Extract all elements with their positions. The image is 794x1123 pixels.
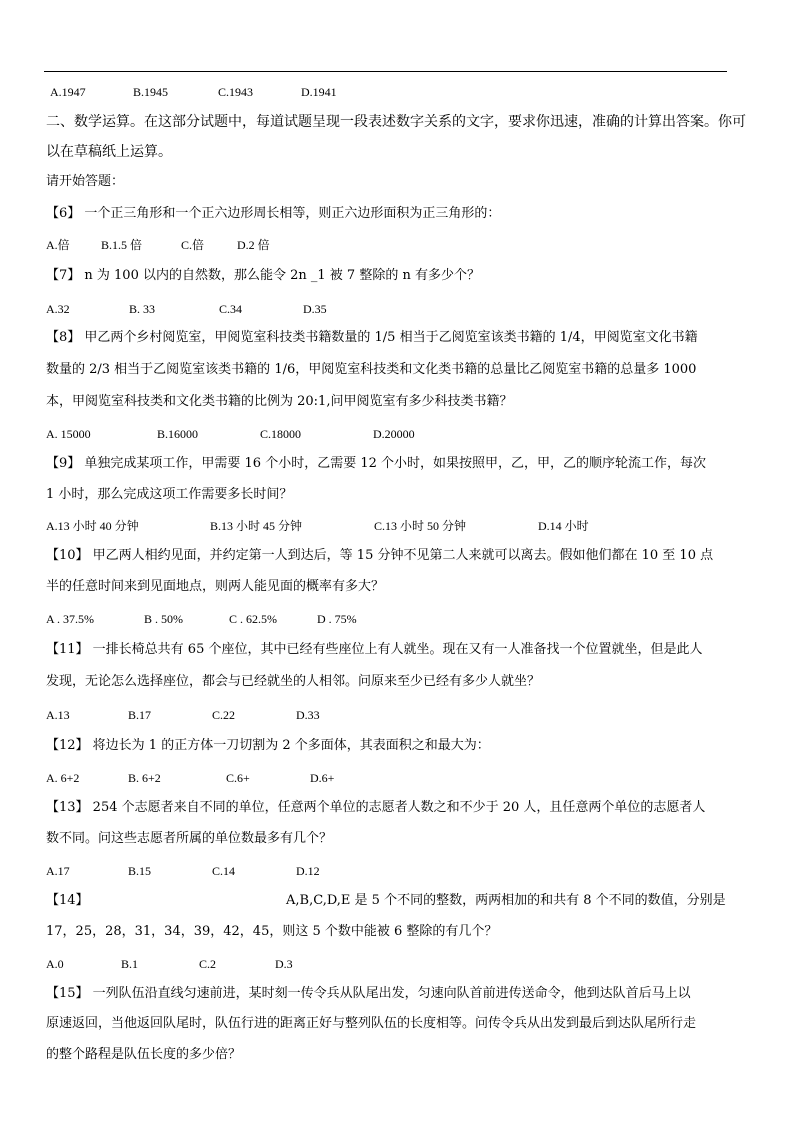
section-intro-line1: 二、数学运算。在这部分试题中，每道试题呈现一段表述数字关系的文字，要求你迅速，准确的计算出答案。你可 bbox=[46, 114, 746, 130]
q12-text: 【12】 将边长为 1 的正方体一刀切割为 2 个多面体，其表面积之和最大为： bbox=[46, 738, 490, 753]
q8-option-d: D.20000 bbox=[373, 427, 415, 441]
q7-option-c: C.34 bbox=[219, 302, 243, 316]
q9-option-d: D.14 小时 bbox=[538, 519, 589, 533]
q7-option-a: A.32 bbox=[46, 302, 70, 316]
q8-option-c: C.18000 bbox=[260, 427, 302, 441]
q14-option-c: C.2 bbox=[199, 957, 217, 971]
q14-option-d: D.3 bbox=[275, 957, 293, 971]
q12-option-a: A. 6+2 bbox=[46, 771, 80, 785]
q14-option-a: A.0 bbox=[46, 957, 64, 971]
q9-option-b: B.13 小时 45 分钟 bbox=[210, 519, 303, 533]
q6-option-c: C.倍 bbox=[181, 238, 205, 252]
q13-option-d: D.12 bbox=[296, 864, 320, 878]
q9-option-c: C.13 小时 50 分钟 bbox=[374, 519, 467, 533]
q15-line1: 【15】 一列队伍沿直线匀速前进，某时刻一传令兵从队尾出发，匀速向队首前进传送命令，他到达队首后马上以 bbox=[46, 986, 691, 1001]
q11-option-a: A.13 bbox=[46, 708, 70, 722]
q11-option-d: D.33 bbox=[296, 708, 320, 722]
q5-option-b: B.1945 bbox=[133, 85, 169, 99]
q6-option-b: B.1.5 倍 bbox=[101, 238, 143, 252]
q11-line1: 【11】 一排长椅总共有 65 个座位，其中已经有些座位上有人就坐。现在又有一人准备找一个位置就坐，但是此人 bbox=[46, 642, 703, 657]
q10-line1: 【10】 甲乙两人相约见面，并约定第一人到达后，等 15 分钟不见第二人来就可以离去。假如他们都在 10 至 10 点 bbox=[46, 548, 714, 563]
q12-option-b: B. 6+2 bbox=[128, 771, 161, 785]
q14-label: 【14】 bbox=[46, 893, 89, 908]
q7-option-b: B. 33 bbox=[129, 302, 156, 316]
q8-option-b: B.16000 bbox=[157, 427, 199, 441]
q9-option-a: A.13 小时 40 分钟 bbox=[46, 519, 139, 533]
q11-option-c: C.22 bbox=[212, 708, 236, 722]
q12-option-d: D.6+ bbox=[310, 771, 335, 785]
q10-option-b: B . 50% bbox=[144, 612, 183, 626]
q10-option-d: D . 75% bbox=[317, 612, 357, 626]
q15-line2: 原速返回，当他返回队尾时，队伍行进的距离正好与整列队伍的长度相等。问传令兵从出发到最后到达队尾所行走 bbox=[46, 1016, 697, 1031]
q14-line1: A,B,C,D,E 是 5 个不同的整数，两两相加的和共有 8 个不同的数值，分别是 bbox=[286, 893, 726, 908]
section-intro-line2: 以在草稿纸上运算。 bbox=[46, 144, 172, 160]
q6-option-d: D.2 倍 bbox=[237, 238, 270, 252]
q8-line1: 【8】 甲乙两个乡村阅览室，甲阅览室科技类书籍数量的 1/5 相当于乙阅览室该类书籍的 1/4，甲阅览室文化书籍 bbox=[46, 330, 698, 345]
header-rule bbox=[44, 71, 727, 72]
q10-option-a: A . 37.5% bbox=[46, 612, 94, 626]
start-prompt: 请开始答题： bbox=[46, 174, 125, 189]
q5-option-d: D.1941 bbox=[301, 85, 337, 99]
q9-line2: 1 小时，那么完成这项工作需要多长时间？ bbox=[46, 487, 293, 502]
q8-option-a: A. 15000 bbox=[46, 427, 91, 441]
q8-line3: 本，甲阅览室科技类和文化类书籍的比例为 20:1,问甲阅览室有多少科技类书籍？ bbox=[46, 394, 513, 409]
q14-option-b: B.1 bbox=[121, 957, 139, 971]
q6-text: 【6】 一个正三角形和一个正六边形周长相等，则正六边形面积为正三角形的： bbox=[46, 206, 501, 221]
q9-line1: 【9】 单独完成某项工作，甲需要 16 个小时，乙需要 12 个小时，如果按照甲，乙，甲，乙的顺序轮流工作，每次 bbox=[46, 456, 707, 471]
q13-option-a: A.17 bbox=[46, 864, 70, 878]
q15-line3: 的整个路程是队伍长度的多少倍？ bbox=[46, 1047, 242, 1062]
q13-option-c: C.14 bbox=[212, 864, 236, 878]
q6-option-a: A.倍 bbox=[46, 238, 70, 252]
q10-option-c: C . 62.5% bbox=[229, 612, 277, 626]
q11-line2: 发现，无论怎么选择座位，都会与已经就坐的人相邻。问原来至少已经有多少人就坐？ bbox=[46, 674, 541, 689]
q7-text: 【7】 n 为 100 以内的自然数，那么能令 2n _1 被 7 整除的 n 有多少个？ bbox=[46, 268, 480, 283]
q13-line1: 【13】 254 个志愿者来自不同的单位，任意两个单位的志愿者人数之和不少于 20 人，且任意两个单位的志愿者人 bbox=[46, 800, 706, 815]
q14-line2: 17，25，28，31，34，39，42，45，则这 5 个数中能被 6 整除的有几个？ bbox=[46, 924, 498, 939]
q5-option-a: A.1947 bbox=[50, 85, 86, 99]
q8-line2: 数量的 2/3 相当于乙阅览室该类书籍的 1/6，甲阅览室科技类和文化类书籍的总量比乙阅览室书籍的总量多 1000 bbox=[46, 362, 697, 377]
q13-option-b: B.15 bbox=[128, 864, 152, 878]
q5-option-c: C.1943 bbox=[218, 85, 254, 99]
q7-option-d: D.35 bbox=[303, 302, 327, 316]
q13-line2: 数不同。问这些志愿者所属的单位数最多有几个？ bbox=[46, 831, 333, 846]
q10-line2: 半的任意时间来到见面地点，则两人能见面的概率有多大？ bbox=[46, 579, 385, 594]
q11-option-b: B.17 bbox=[128, 708, 152, 722]
q12-option-c: C.6+ bbox=[226, 771, 250, 785]
